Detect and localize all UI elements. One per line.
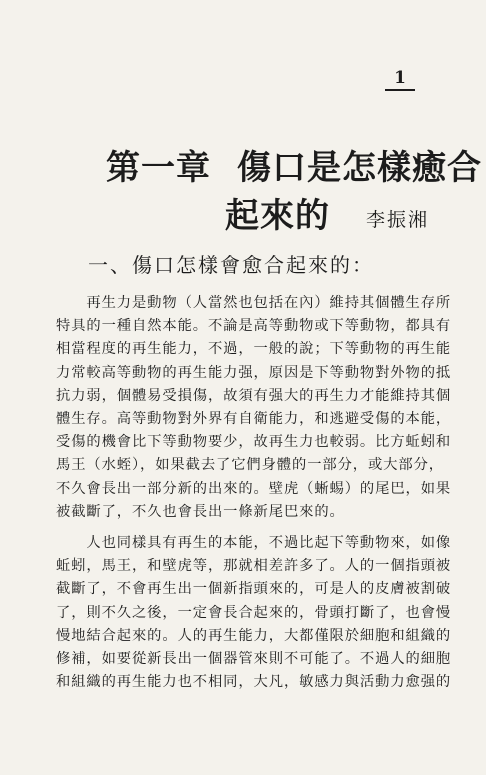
- text-line: 體生存。高等動物對外界有自衛能力，和逃避受傷的本能，: [56, 411, 452, 428]
- author-name: 李振湘: [366, 209, 430, 231]
- chapter-number: 第一章: [106, 148, 211, 188]
- text-line: 截斷了，不會再生出一個新指頭來的，可是人的皮膚被割破: [56, 581, 452, 598]
- chapter-title-main: 傷口是怎樣癒合: [237, 148, 482, 188]
- page-number: 1: [385, 68, 415, 91]
- text-line: 力常較高等動物的再生能力强，原因是下等動物對外物的抵: [56, 364, 452, 381]
- chapter-title-continuation: 起來的: [225, 196, 330, 236]
- text-line: 受傷的機會比下等動物要少，故再生力也較弱。比方蚯蚓和: [56, 434, 452, 451]
- paragraph-2: [56, 532, 456, 694]
- paragraph-1: [56, 292, 456, 524]
- text-line: 馬王（水蛭），如果截去了它們身體的一部分，或大部分，: [56, 457, 444, 474]
- text-line: 和組織的再生能力也不相同，大凡，敏感力與活動力愈强的: [56, 674, 452, 691]
- text-line: 相當程度的再生能力，不過，一般的說；下等動物的再生能: [56, 341, 452, 358]
- text-line: 修補，如要從新長出一個器管來則不可能了。不過人的細胞: [56, 651, 452, 668]
- text-line: 抗力弱，個體易受損傷，故須有强大的再生力才能維持其個: [56, 387, 452, 404]
- text-line: 人也同樣具有再生的本能，不過比起下等動物來，如像: [56, 535, 452, 551]
- text-line: 被截斷了，不久也會長出一條新尾巴來的。: [56, 503, 345, 520]
- section-heading: 一、傷口怎樣會愈合起來的：: [88, 253, 374, 277]
- text-line: 慢地結合起來的。人的再生能力，大都僅限於細胞和組織的: [56, 627, 452, 644]
- chapter-title: [106, 148, 482, 188]
- text-line: 特具的一種自然本能。不論是高等動物或下等動物，都具有: [56, 318, 452, 335]
- text-line: 蚯蚓，馬王，和壁虎等，那就相差許多了。人的一個指頭被: [56, 558, 452, 575]
- text-line: 了，則不久之後，一定會長合起來的，骨頭打斷了，也會慢: [56, 604, 452, 621]
- text-line: 再生力是動物（人當然也包括在內）維持其個體生存所: [56, 295, 452, 311]
- text-line: 不久會長出一部分新的出來的。壁虎（蜥蜴）的尾巴，如果: [56, 480, 452, 497]
